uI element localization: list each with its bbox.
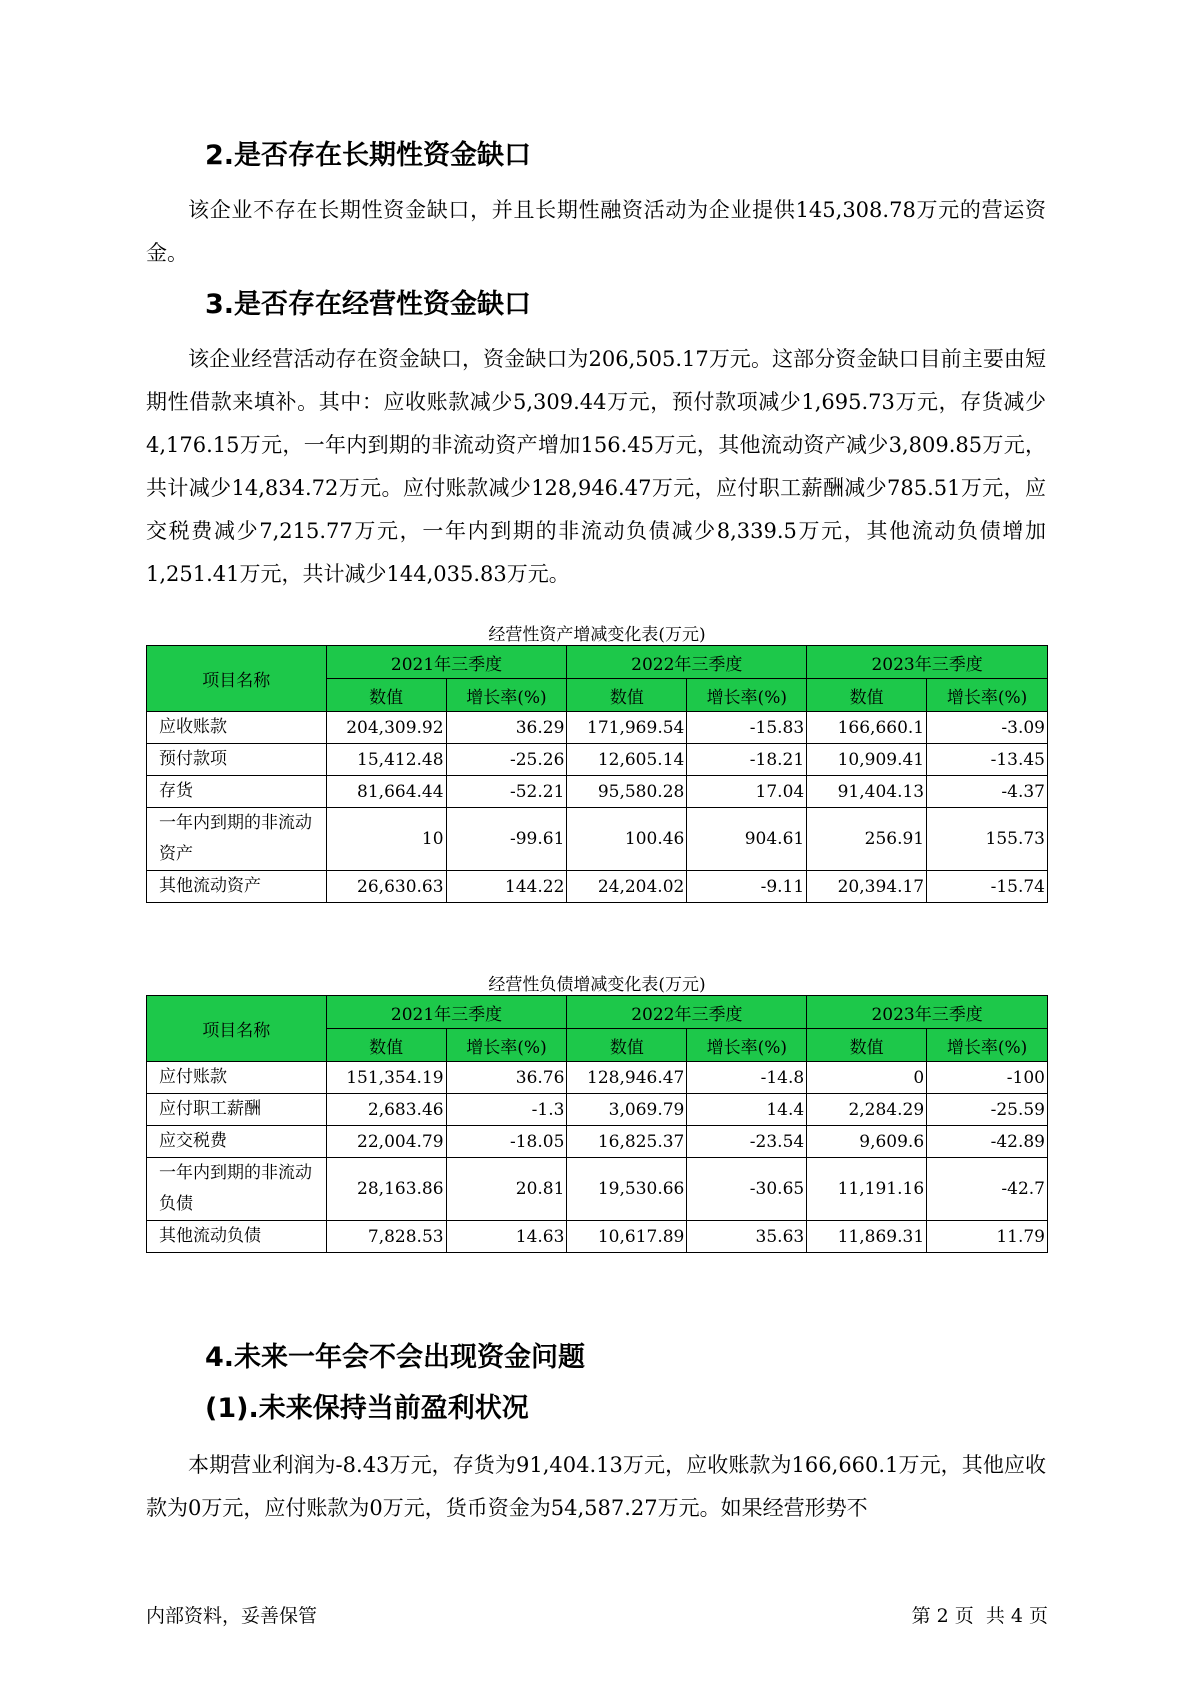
cell-value: 24,204.02 — [567, 871, 687, 903]
cell-value: 16,825.37 — [567, 1126, 687, 1158]
header-growth: 增长率(%) — [927, 1029, 1048, 1062]
table-row — [147, 1126, 1048, 1158]
cell-value: 10,617.89 — [567, 1221, 687, 1253]
cell-growth: -42.7 — [927, 1158, 1048, 1221]
cell-value: 2,683.46 — [326, 1094, 446, 1126]
cell-growth: -14.8 — [687, 1062, 807, 1094]
cell-growth: 17.04 — [687, 776, 807, 808]
cell-growth: 14.4 — [687, 1094, 807, 1126]
header-period: 2023年三季度 — [807, 996, 1048, 1029]
cell-value: 95,580.28 — [567, 776, 687, 808]
cell-growth: -13.45 — [927, 744, 1048, 776]
header-growth: 增长率(%) — [687, 1029, 807, 1062]
table-row — [147, 776, 1048, 808]
assets-table-caption: 经营性资产增减变化表(万元) — [488, 625, 706, 645]
header-value: 数值 — [326, 679, 446, 712]
row-name: 其他流动资产 — [147, 871, 327, 903]
section2-heading: 2.是否存在长期性资金缺口 — [205, 140, 532, 171]
header-period: 2021年三季度 — [326, 646, 567, 679]
cell-growth: 155.73 — [927, 808, 1048, 871]
header-value: 数值 — [567, 1029, 687, 1062]
cell-value: 166,660.1 — [807, 712, 927, 744]
cell-growth: -52.21 — [446, 776, 567, 808]
cell-value: 20,394.17 — [807, 871, 927, 903]
cell-value: 3,069.79 — [567, 1094, 687, 1126]
cell-growth: 35.63 — [687, 1221, 807, 1253]
cell-growth: 904.61 — [687, 808, 807, 871]
cell-value: 9,609.6 — [807, 1126, 927, 1158]
section3-text: 该企业经营活动存在资金缺口，资金缺口为206,505.17万元。这部分资金缺口目前主要由短期性借款来填补。其中：应收账款减少5,309.44万元，预付款项减少1,695.73万元，存货减少4,176.15万元，一年内到期的非流动资产增加156.45万元，其他流动资产减少3,809.85万元，共计减少14,834.72万元。应付账款减少128,946.47万元，应付职工薪酬减少785.51万元，应交税费减少7,215.77万元，一年内到期的非流动负债减少8,339.5万元，其他流动负债增加1,251.41万元，共计减少144,035.83万元。 — [146, 347, 1046, 586]
liabilities-table — [146, 995, 1048, 1253]
cell-growth: -1.3 — [446, 1094, 567, 1126]
cell-value: 204,309.92 — [326, 712, 446, 744]
row-name: 其他流动负债 — [147, 1221, 327, 1253]
cell-value: 11,869.31 — [807, 1221, 927, 1253]
liabilities-table-caption: 经营性负债增减变化表(万元) — [488, 975, 706, 995]
header-period: 2023年三季度 — [807, 646, 1048, 679]
cell-growth: -18.21 — [687, 744, 807, 776]
cell-value: 151,354.19 — [326, 1062, 446, 1094]
cell-value: 10 — [326, 808, 446, 871]
cell-value: 2,284.29 — [807, 1094, 927, 1126]
section3-paragraph — [146, 338, 1046, 596]
cell-growth: -15.83 — [687, 712, 807, 744]
cell-growth: 20.81 — [446, 1158, 567, 1221]
header-growth: 增长率(%) — [446, 679, 567, 712]
cell-value: 7,828.53 — [326, 1221, 446, 1253]
table-row — [147, 1158, 1048, 1221]
cell-growth: -25.26 — [446, 744, 567, 776]
cell-value: 28,163.86 — [326, 1158, 446, 1221]
row-name: 应付职工薪酬 — [147, 1094, 327, 1126]
section2-paragraph — [146, 189, 1046, 275]
header-growth: 增长率(%) — [927, 679, 1048, 712]
cell-value: 256.91 — [807, 808, 927, 871]
cell-value: 22,004.79 — [326, 1126, 446, 1158]
cell-value: 91,404.13 — [807, 776, 927, 808]
section4-paragraph — [146, 1444, 1046, 1530]
cell-value: 0 — [807, 1062, 927, 1094]
header-period: 2022年三季度 — [567, 996, 807, 1029]
cell-growth: 11.79 — [927, 1221, 1048, 1253]
row-name: 一年内到期的非流动资产 — [147, 808, 327, 871]
assets-table — [146, 645, 1048, 903]
cell-growth: 144.22 — [446, 871, 567, 903]
table-row — [147, 808, 1048, 871]
cell-value: 171,969.54 — [567, 712, 687, 744]
footer-confidential-note: 内部资料，妥善保管 — [146, 1605, 318, 1627]
table-row — [147, 1094, 1048, 1126]
header-item-name: 项目名称 — [147, 646, 327, 712]
cell-growth: -18.05 — [446, 1126, 567, 1158]
row-name: 一年内到期的非流动负债 — [147, 1158, 327, 1221]
cell-growth: -9.11 — [687, 871, 807, 903]
section4-subheading: (1).未来保持当前盈利状况 — [205, 1393, 529, 1424]
header-value: 数值 — [807, 679, 927, 712]
cell-value: 19,530.66 — [567, 1158, 687, 1221]
cell-value: 26,630.63 — [326, 871, 446, 903]
table-row — [147, 1221, 1048, 1253]
cell-value: 100.46 — [567, 808, 687, 871]
row-name: 应交税费 — [147, 1126, 327, 1158]
header-period: 2022年三季度 — [567, 646, 807, 679]
header-value: 数值 — [567, 679, 687, 712]
cell-growth: -25.59 — [927, 1094, 1048, 1126]
cell-growth: -23.54 — [687, 1126, 807, 1158]
cell-growth: -15.74 — [927, 871, 1048, 903]
row-name: 预付款项 — [147, 744, 327, 776]
header-value: 数值 — [326, 1029, 446, 1062]
cell-value: 10,909.41 — [807, 744, 927, 776]
section3-heading: 3.是否存在经营性资金缺口 — [205, 289, 532, 320]
section4-heading: 4.未来一年会不会出现资金问题 — [205, 1342, 586, 1373]
table-row — [147, 871, 1048, 903]
cell-growth: -42.89 — [927, 1126, 1048, 1158]
row-name: 存货 — [147, 776, 327, 808]
cell-value: 81,664.44 — [326, 776, 446, 808]
cell-growth: -100 — [927, 1062, 1048, 1094]
cell-growth: 14.63 — [446, 1221, 567, 1253]
row-name: 应收账款 — [147, 712, 327, 744]
section4-text: 本期营业利润为-8.43万元，存货为91,404.13万元，应收账款为166,660.1万元，其他应收款为0万元，应付账款为0万元，货币资金为54,587.27万元。如果经营形势不 — [146, 1453, 1046, 1520]
table-row — [147, 1062, 1048, 1094]
cell-value: 128,946.47 — [567, 1062, 687, 1094]
cell-growth: -3.09 — [927, 712, 1048, 744]
section2-text: 该企业不存在长期性资金缺口，并且长期性融资活动为企业提供145,308.78万元的营运资金。 — [146, 198, 1046, 265]
cell-value: 11,191.16 — [807, 1158, 927, 1221]
cell-growth: -30.65 — [687, 1158, 807, 1221]
cell-value: 15,412.48 — [326, 744, 446, 776]
header-growth: 增长率(%) — [446, 1029, 567, 1062]
table-row — [147, 744, 1048, 776]
header-value: 数值 — [807, 1029, 927, 1062]
footer-page-number: 第 2 页 共 4 页 — [911, 1605, 1048, 1627]
cell-growth: 36.76 — [446, 1062, 567, 1094]
header-growth: 增长率(%) — [687, 679, 807, 712]
table-row — [147, 712, 1048, 744]
cell-value: 12,605.14 — [567, 744, 687, 776]
cell-growth: -4.37 — [927, 776, 1048, 808]
cell-growth: 36.29 — [446, 712, 567, 744]
header-period: 2021年三季度 — [326, 996, 567, 1029]
cell-growth: -99.61 — [446, 808, 567, 871]
row-name: 应付账款 — [147, 1062, 327, 1094]
header-item-name: 项目名称 — [147, 996, 327, 1062]
